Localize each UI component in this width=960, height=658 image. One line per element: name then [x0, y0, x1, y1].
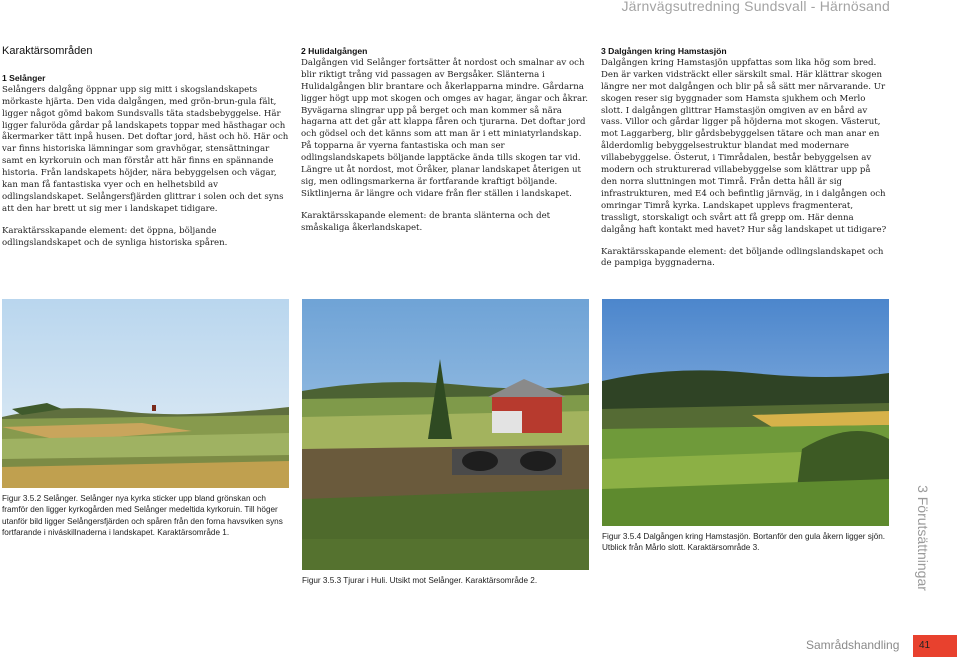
- figure-caption-3-5-2: Figur 3.5.2 Selånger. Selånger nya kyrka sticker upp bland grönskan och framför den ligger kyrkogården med Selånger medeltida kyrkoruin. Till höger utanför bild ligger Selångersfjärden och spåren från den forna havsviken syns fortfarande i niváskillnaderna i landskapet. Karaktärsområde 1.: [2, 494, 283, 537]
- chapter-side-label: [903, 478, 943, 598]
- character-elements-paragraph: Karaktärsskapande element: det böljande odlingslandskapet och de pampiga byggnaderna.: [601, 246, 884, 269]
- subsection-title-hulidalgangen: 2 Hulidalgången: [301, 46, 368, 56]
- footer-document-status: Samrådshandling: [806, 638, 900, 652]
- photo-hamstasjon-valley: [602, 299, 889, 526]
- document-header-title: Järnvägsutredning Sundsvall - Härnösand: [621, 0, 890, 14]
- column-hamstasjon: [601, 46, 889, 280]
- column-selanger: [2, 46, 289, 260]
- character-elements-paragraph: Karaktärsskapande element: de branta slänterna och det småskaliga åkerlandskapet.: [301, 210, 551, 233]
- chapter-side-label-text: 3 Förutsättningar: [915, 485, 931, 591]
- subsection-title-hamstasjon: 3 Dalgången kring Hamstasjön: [601, 46, 727, 56]
- page-number: 41: [913, 635, 957, 657]
- section-title: Karaktärsområden: [2, 45, 93, 57]
- photo-selanger-landscape: [2, 299, 289, 488]
- subsection-title-selanger: 1 Selånger: [2, 72, 46, 83]
- character-elements-paragraph: Karaktärsskapande element: det öppna, böljande odlingslandskapet och de synliga historiska spåren.: [2, 225, 228, 248]
- column-hulidalgangen: [301, 46, 588, 245]
- photo-bulls-huli: [302, 299, 589, 570]
- body-paragraph: Selångers dalgång öppnar upp sig mitt i skogslandskapets mörkaste hjärta. Den vida dalgången, med grön-brun-gula fält, ligger något gömd bakom Sundsvalls täta stadsbebyggelse. Här ligger faluröda gårdar på landskapets toppar med hästhagar och åkermarker tätt inpå husen. Det doftar jord, häst och hö. Här och var finns historiska lämningar som gravhögar, stensättningar samt en kyrkoruin och man förstår att här finns en spännande historia. Från landskapets höjder, nära bebyggelsen och vägar, kan man få fantastiska vyer och en helhetsbild av odlingslandskapet. Selångersfjärden glittrar i solen och det syns att den har brett ut sig mer i landskapet tidigare.: [2, 84, 289, 214]
- figure-caption-3-5-3: Figur 3.5.3 Tjurar i Huli. Utsikt mot Selånger. Karaktärsområde 2.: [302, 576, 538, 585]
- body-paragraph: Dalgången kring Hamstasjön uppfattas som lika hög som bred. Den är varken vidsträckt eller särskilt smal. Här klättrar skogen längre ner mot dalgången och blir på så sätt mer närvarande. Ur skogen reser sig byggnader som Hamsta sjukhem och Merlo slott. I dalgången glittrar Hamstasjön omgiven av en bård av vass. Villor och gårdar ligger på höjderna mot skogen. Västerut, mot Laggarberg, blir gårdsbebyggelsen tätare och man anar en ålderdomlig bebyggelsestruktur blandat med modernare villabebyggelse. Österut, i Timrådalen, består bebyggelsen av modern och strukturerad villabebyggelse som klättrar upp på den norra sluttningen mot Timrå. Från detta håll är sig infrastrukturen, med E4 och befintlig järnväg, in i dalgången och omringar Timrå kyrka. Landskapet upplevs fragmenterat, trassligt, storskaligt och svårt att få grepp om. Här denna dalgång haft kontakt med havet? Hur såg landskapet ut tidigare?: [601, 57, 887, 235]
- figure-caption-3-5-4: Figur 3.5.4 Dalgången kring Hamstasjön. Bortanför den gula åkern ligger sjön. Utblick från Mårlo slott. Karaktärsområde 3.: [602, 532, 886, 553]
- body-paragraph: Dalgången vid Selånger fortsätter åt nordost och smalnar av och blir riktigt trång vid passagen av Bergsåker. Slänterna i Hulidalgången blir brantare och åkerlapparna mindre. Gårdarna ligger högt upp mot skogen och omges av hagar, ängar och åkrar. Byvägarna slingrar upp på berget och man kommer så nära hagarna att det går att klappa fåren och tjurarna. Det doftar jord och gödsel och det känns som att man är i ett miniatyrlandskap. På topparna är vyerna fantastiska och man ser odlingslandskapets böljande lapptäcke ända tills skogen tar vid. Längre ut åt nordost, mot Öråker, planar landskapet återigen ut sig, men odlingsmarkerna är fortfarande kraftigt böljande. Siktlinjerna är längre och vidare från fler ställen i landskapet.: [301, 57, 588, 199]
